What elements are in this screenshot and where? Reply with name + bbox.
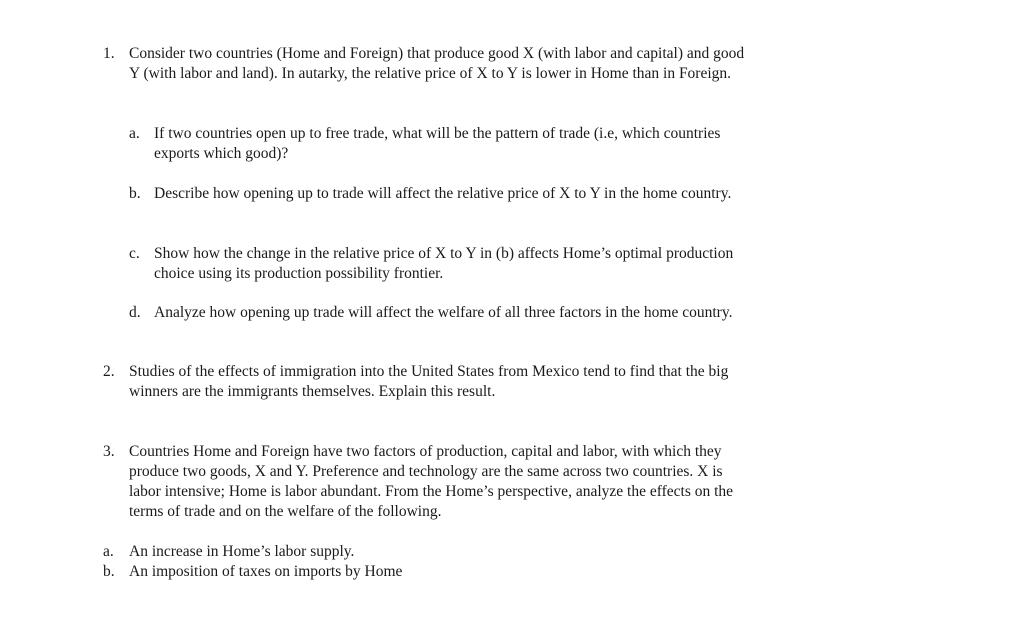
question-text: Studies of the effects of immigration into the United States from Mexico tend to find that the big winners are the immigrants themselves. Explain this result. [129,363,729,400]
question-number: 3. [103,443,115,460]
question-number: 1. [103,45,115,62]
question-3-part-a [103,542,729,562]
part-text: Analyze how opening up trade will affect the welfare of all three factors in the home country. [154,304,733,321]
question-1-part-a [129,124,754,164]
part-text: If two countries open up to free trade, what will be the pattern of trade (i.e, which countries exports which good)? [154,125,721,162]
part-letter: b. [103,563,115,580]
question-1-part-c [129,244,754,284]
question-3-part-b [103,562,729,582]
part-text: Show how the change in the relative price of X to Y in (b) affects Home’s optimal production choice using its production possibility frontier. [154,245,734,282]
question-1-part-d [129,303,754,323]
question-number: 2. [103,363,115,380]
question-1 [103,44,754,84]
part-letter: c. [129,245,140,262]
part-letter: b. [129,185,141,202]
part-text: Describe how opening up to trade will affect the relative price of X to Y in the home country. [154,185,732,202]
question-1-part-b [129,184,754,204]
question-text: Consider two countries (Home and Foreign) that produce good X (with labor and capital) and good Y (with labor and land). In autarky, the relative price of X to Y is lower in Home than in Foreign. [129,45,745,82]
question-3 [103,442,754,522]
part-letter: a. [103,543,114,560]
question-text: Countries Home and Foreign have two factors of production, capital and labor, with which they produce two goods, X and Y. Preference and technology are the same across two countries. X is labor intensive; Home is labor abundant. From the Home’s perspective, analyze the effects on the terms of trade and on the welfare of the following. [129,443,734,520]
part-letter: a. [129,125,140,142]
part-text: An increase in Home’s labor supply. [129,543,355,560]
part-text: An imposition of taxes on imports by Home [129,563,403,580]
part-letter: d. [129,304,141,321]
question-2 [103,362,754,402]
